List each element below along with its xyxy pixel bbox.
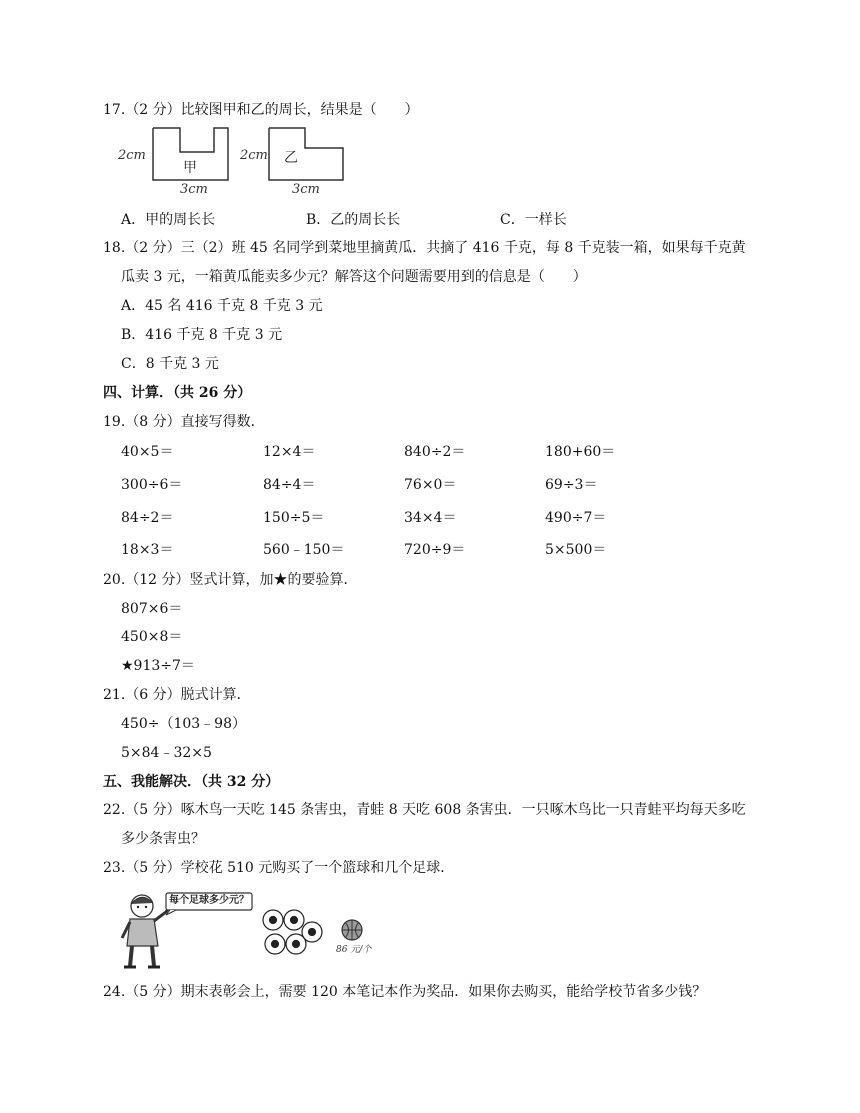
q17-option-b: B．乙的周长长: [306, 212, 401, 228]
q17-option-a: A．甲的周长长: [121, 212, 216, 228]
q22-line2: 多少条害虫？: [121, 831, 205, 847]
calc-cell: 40×5＝: [121, 444, 174, 460]
yi-height-label: 2cm: [240, 148, 268, 163]
q22-line1: 22.（5 分）啄木鸟一天吃 145 条害虫，青蛙 8 天吃 608 条害虫．一只啄木鸟比一只青蛙平均每天多吃: [103, 802, 746, 818]
soccer-balls-icon: [262, 908, 324, 958]
q21-item: 5×84﹣32×5: [121, 745, 212, 761]
q21-item: 450÷（103﹣98）: [121, 716, 246, 732]
calc-cell: 300÷6＝: [121, 477, 183, 493]
q24-stem: 24.（5 分）期末表彰会上，需要 120 本笔记本作为奖品．如果你去购买，能给学校节省多少钱？: [103, 984, 707, 1000]
q18-option-a: A．45 名 416 千克 8 千克 3 元: [121, 298, 323, 314]
speech-text: 每个足球多少元？: [169, 895, 249, 906]
q20-item: 450×8＝: [121, 629, 183, 645]
section5-title: 五、我能解决．（共 32 分）: [103, 774, 280, 790]
q20-stem: 20.（12 分）竖式计算，加★的要验算．: [103, 572, 358, 588]
jia-shape: [110, 124, 240, 204]
calc-cell: 12×4＝: [263, 444, 316, 460]
calc-cell: 76×0＝: [404, 477, 457, 493]
jia-name: 甲: [183, 160, 197, 176]
calc-cell: 84÷2＝: [121, 510, 174, 526]
basketball-icon: [340, 918, 364, 942]
calc-cell: 69÷3＝: [545, 477, 598, 493]
jia-height-label: 2cm: [118, 148, 146, 163]
calc-cell: 34×4＝: [404, 510, 457, 526]
q18-option-c: C．8 千克 3 元: [121, 356, 219, 372]
q19-stem: 19.（8 分）直接写得数．: [103, 414, 265, 430]
q17-stem: 17.（2 分）比较图甲和乙的周长，结果是（ ）: [103, 102, 419, 118]
q23-stem: 23.（5 分）学校花 510 元购买了一个篮球和几个足球．: [103, 860, 455, 876]
section4-title: 四、计算．（共 26 分）: [103, 385, 252, 401]
yi-name: 乙: [284, 150, 298, 166]
calc-cell: 720÷9＝: [404, 542, 466, 558]
calc-cell: 18×3＝: [121, 542, 174, 558]
q18-option-b: B．416 千克 8 千克 3 元: [121, 327, 283, 343]
calc-cell: 490÷7＝: [545, 510, 607, 526]
calc-cell: 5×500＝: [545, 542, 607, 558]
jia-width-label: 3cm: [180, 182, 208, 197]
calc-cell: 180+60＝: [545, 444, 616, 460]
q20-item: ★913÷7＝: [121, 658, 195, 674]
q18-line2: 瓜卖 3 元，一箱黄瓜能卖多少元？解答这个问题需要用到的信息是（ ）: [121, 269, 587, 285]
basketball-price: 86 元/个: [336, 945, 372, 955]
calc-cell: 840÷2＝: [404, 444, 466, 460]
yi-width-label: 3cm: [292, 182, 320, 197]
q17-option-c: C．一样长: [500, 212, 567, 228]
q20-item: 807×6＝: [121, 601, 183, 617]
q18-line1: 18.（2 分）三（2）班 45 名同学到菜地里摘黄瓜．共摘了 416 千克，每 8 千克装一箱，如果每千克黄: [103, 240, 746, 256]
q21-stem: 21.（6 分）脱式计算．: [103, 687, 251, 703]
calc-cell: 560﹣150＝: [263, 542, 345, 558]
calc-cell: 84÷4＝: [263, 477, 316, 493]
calc-cell: 150÷5＝: [263, 510, 325, 526]
